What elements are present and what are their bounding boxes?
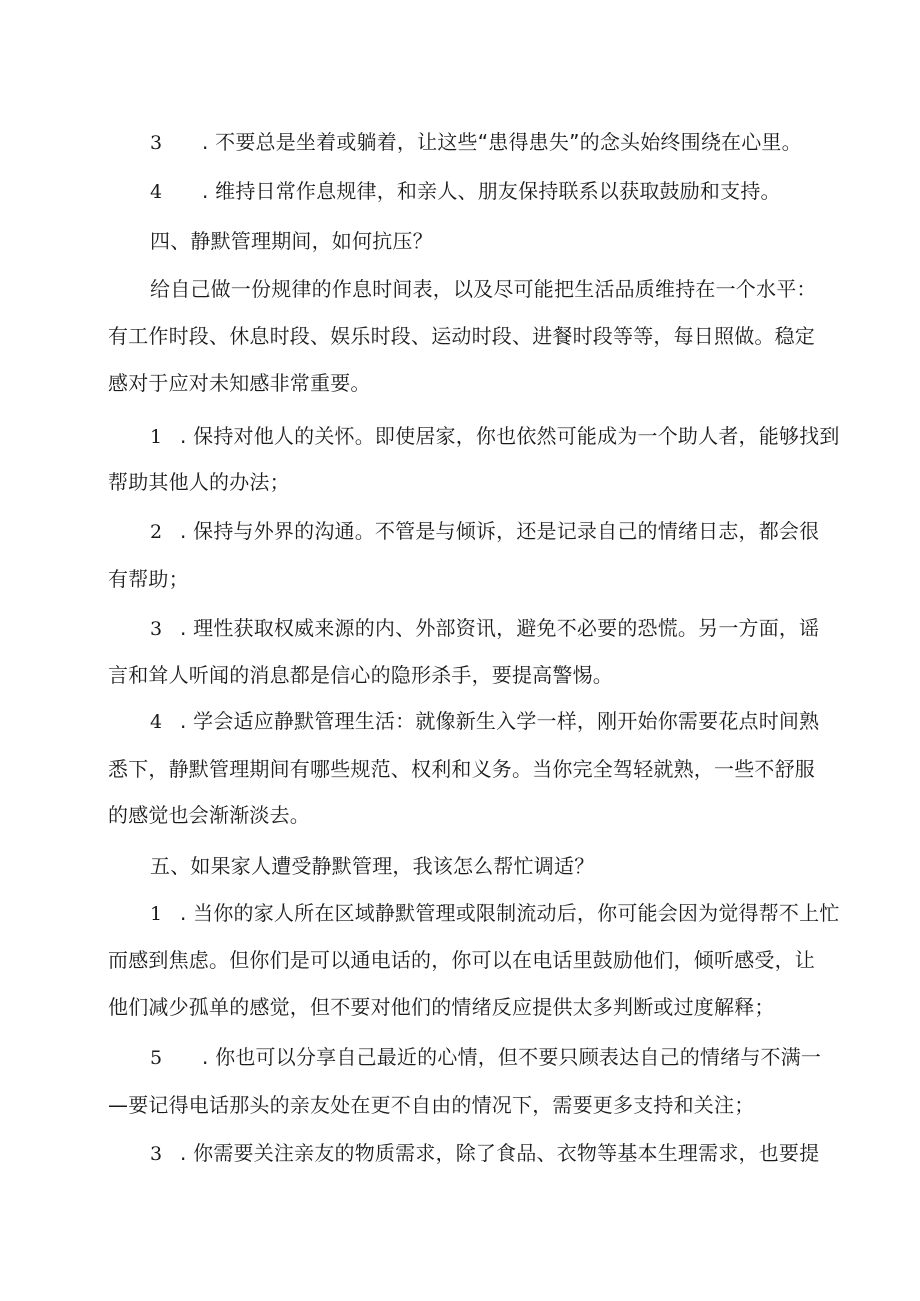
item-number: 4	[150, 711, 163, 733]
paragraph-item-3-information-line-1	[150, 613, 820, 643]
paragraph-item-2-communication-line-2: 有帮助；	[108, 567, 189, 591]
item-number: 2	[150, 521, 163, 543]
paragraph-item-4-adapt-line-3: 的感觉也会渐渐淡去。	[108, 803, 310, 827]
item-number: 1	[150, 426, 163, 448]
paragraph-schedule-line-2: 有工作时段、休息时段、娱乐时段、运动时段、进餐时段等等，每日照做。稳定	[108, 324, 815, 348]
paragraph-item-3-no-lying-around	[150, 127, 820, 157]
item-number: 3	[150, 1143, 163, 1165]
paragraph-item-5-share-line-2: —要记得电话那头的亲友处在更不自由的情况下，需要更多支持和关注；	[108, 1093, 755, 1117]
paragraph-item-3-needs-line-1	[150, 1138, 820, 1168]
item-number: 3	[150, 132, 163, 154]
paragraph-text: . 你需要关注亲友的物质需求，除了食品、衣物等基本生理需求，也要提	[180, 1141, 820, 1165]
paragraph-item-1-care-line-2: 帮助其他人的办法；	[108, 470, 290, 494]
item-number: 3	[150, 618, 163, 640]
paragraph-text: . 当你的家人所在区域静默管理或限制流动后，你可能会因为觉得帮不上忙	[180, 901, 840, 925]
paragraph-item-4-adapt-line-2: 悉下，静默管理期间有哪些规范、权利和义务。当你完全驾轻就熟，一些不舒服	[108, 757, 815, 781]
paragraph-schedule-line-3: 感对于应对未知感非常重要。	[108, 371, 371, 395]
paragraph-text: . 不要总是坐着或躺着，让这些“患得患失”的念头始终围绕在心里。	[202, 130, 802, 154]
paragraph-text: . 学会适应静默管理生活：就像新生入学一样，刚开始你需要花点时间熟	[180, 709, 820, 733]
paragraph-item-3-information-line-2: 言和耸人听闻的消息都是信心的隐形杀手，要提高警惕。	[108, 663, 613, 687]
section-heading-five: 五、如果家人遭受静默管理，我该怎么帮忙调适？	[150, 854, 595, 878]
section-heading-four: 四、静默管理期间，如何抗压？	[150, 229, 433, 253]
paragraph-item-1-family-line-1	[150, 898, 840, 928]
paragraph-text: . 维持日常作息规律，和亲人、朋友保持联系以获取鼓励和支持。	[202, 179, 781, 203]
paragraph-item-1-family-line-2: 而感到焦虑。但你们是可以通电话的，你可以在电话里鼓励他们，倾听感受，让	[108, 948, 815, 972]
paragraph-text: . 保持对他人的关怀。即使居家，你也依然可能成为一个助人者，能够找到	[180, 424, 840, 448]
paragraph-item-1-family-line-3: 他们减少孤单的感觉，但不要对他们的情绪反应提供太多判断或过度解释；	[108, 995, 775, 1019]
paragraph-item-2-communication-line-1	[150, 516, 820, 546]
paragraph-text: . 理性获取权威来源的内、外部资讯，避免不必要的恐慌。另一方面，谣	[180, 616, 820, 640]
item-number: 1	[150, 903, 163, 925]
paragraph-item-5-share-line-1	[150, 1042, 820, 1072]
paragraph-schedule-line-1: 给自己做一份规律的作息时间表，以及尽可能把生活品质维持在一个水平：	[150, 277, 817, 301]
paragraph-item-4-adapt-line-1	[150, 706, 820, 736]
item-number: 5	[150, 1047, 163, 1069]
paragraph-text: . 你也可以分享自己最近的心情，但不要只顾表达自己的情绪与不满一	[202, 1045, 822, 1069]
paragraph-item-1-care-line-1	[150, 421, 840, 451]
paragraph-text: . 保持与外界的沟通。不管是与倾诉，还是记录自己的情绪日志，都会很	[180, 519, 820, 543]
item-number: 4	[150, 181, 163, 203]
paragraph-item-4-keep-routine	[150, 176, 820, 206]
